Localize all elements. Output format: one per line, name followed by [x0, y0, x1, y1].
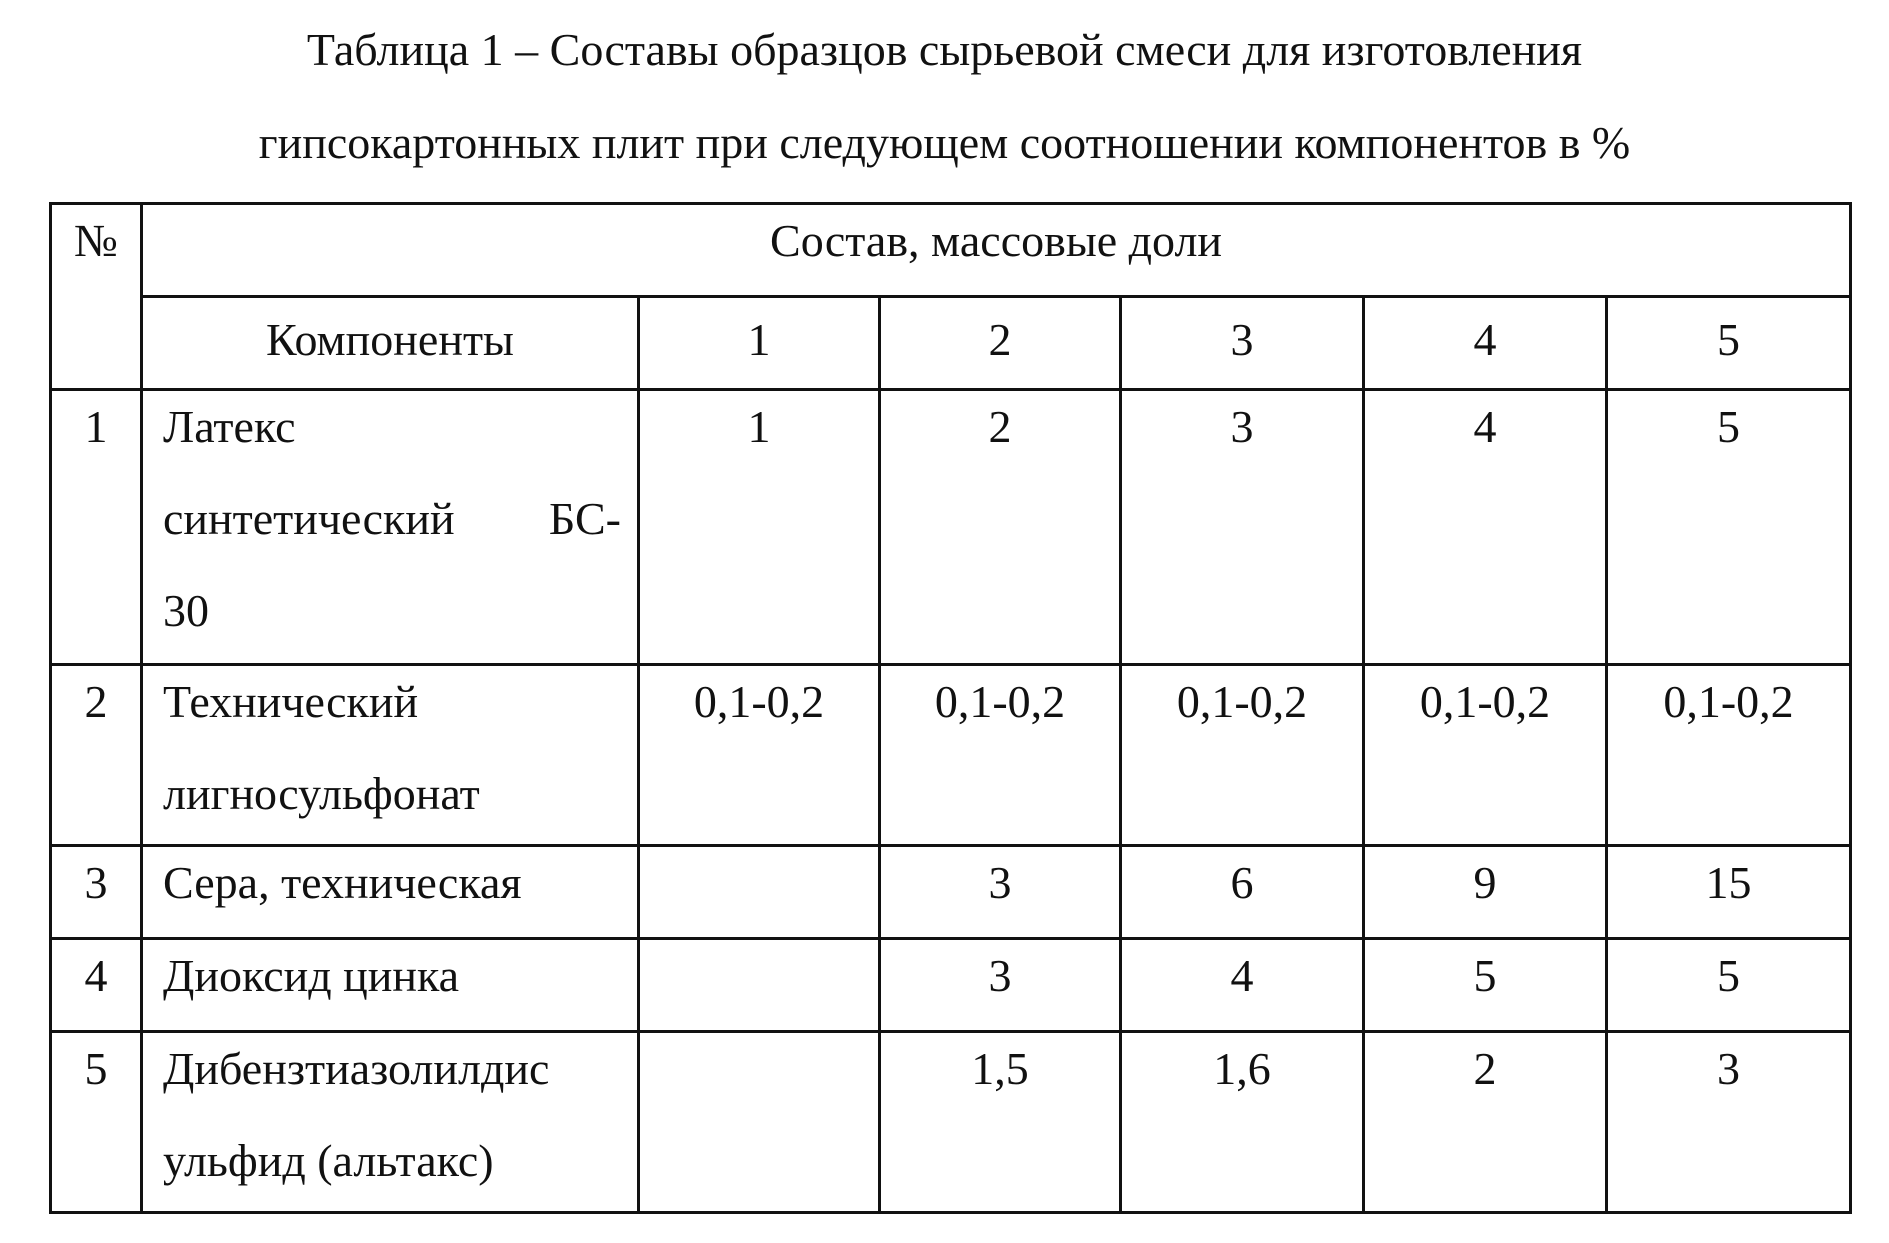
value-cell: [639, 939, 880, 1032]
sample-header-2: 2: [880, 297, 1121, 390]
table-row: [51, 939, 1851, 1032]
value-cell: 1: [639, 390, 880, 665]
value-cell: 2: [1364, 1032, 1607, 1213]
value-cell: 0,1-0,2: [880, 665, 1121, 846]
component-name: Сера, техническая: [142, 846, 639, 939]
value-cell: 4: [1364, 390, 1607, 665]
row-number: 3: [51, 846, 142, 939]
number-column-header: №: [51, 204, 142, 390]
value-cell: 2: [880, 390, 1121, 665]
table-row: [51, 1032, 1851, 1213]
row-number: 2: [51, 665, 142, 846]
table-row: [51, 665, 1851, 846]
component-name: Дибензтиазолилдис ульфид (альтакс): [142, 1032, 639, 1213]
value-cell: 0,1-0,2: [639, 665, 880, 846]
composition-table: [49, 202, 1852, 1214]
component-name: Технический лигносульфонат: [142, 665, 639, 846]
value-cell: 1,6: [1121, 1032, 1364, 1213]
value-cell: 4: [1121, 939, 1364, 1032]
value-cell: 5: [1364, 939, 1607, 1032]
value-cell: 0,1-0,2: [1607, 665, 1851, 846]
sample-header-4: 4: [1364, 297, 1607, 390]
component-name: Диоксид цинка: [142, 939, 639, 1032]
value-cell: 0,1-0,2: [1364, 665, 1607, 846]
table-row: [51, 846, 1851, 939]
value-cell: 3: [1121, 390, 1364, 665]
value-cell: 1,5: [880, 1032, 1121, 1213]
value-cell: 9: [1364, 846, 1607, 939]
row-number: 1: [51, 390, 142, 665]
value-cell: 6: [1121, 846, 1364, 939]
sample-header-3: 3: [1121, 297, 1364, 390]
value-cell: 5: [1607, 390, 1851, 665]
component-name: Латекс синтетический БС- 30: [142, 390, 639, 665]
value-cell: [639, 1032, 880, 1213]
table-caption-line-2: гипсокартонных плит при следующем соотношении компонентов в %: [258, 117, 1631, 168]
sample-header-1: 1: [639, 297, 880, 390]
row-number: 4: [51, 939, 142, 1032]
table-caption-line-1: Таблица 1 – Составы образцов сырьевой смеси для изготовления: [306, 24, 1583, 75]
value-cell: 15: [1607, 846, 1851, 939]
sample-header-5: 5: [1607, 297, 1851, 390]
composition-group-header: Состав, массовые доли: [142, 204, 1851, 297]
table-row: [51, 390, 1851, 665]
value-cell: 3: [880, 939, 1121, 1032]
components-header: Компоненты: [142, 297, 639, 390]
value-cell: 5: [1607, 939, 1851, 1032]
row-number: 5: [51, 1032, 142, 1213]
value-cell: 3: [1607, 1032, 1851, 1213]
value-cell: 0,1-0,2: [1121, 665, 1364, 846]
value-cell: [639, 846, 880, 939]
value-cell: 3: [880, 846, 1121, 939]
